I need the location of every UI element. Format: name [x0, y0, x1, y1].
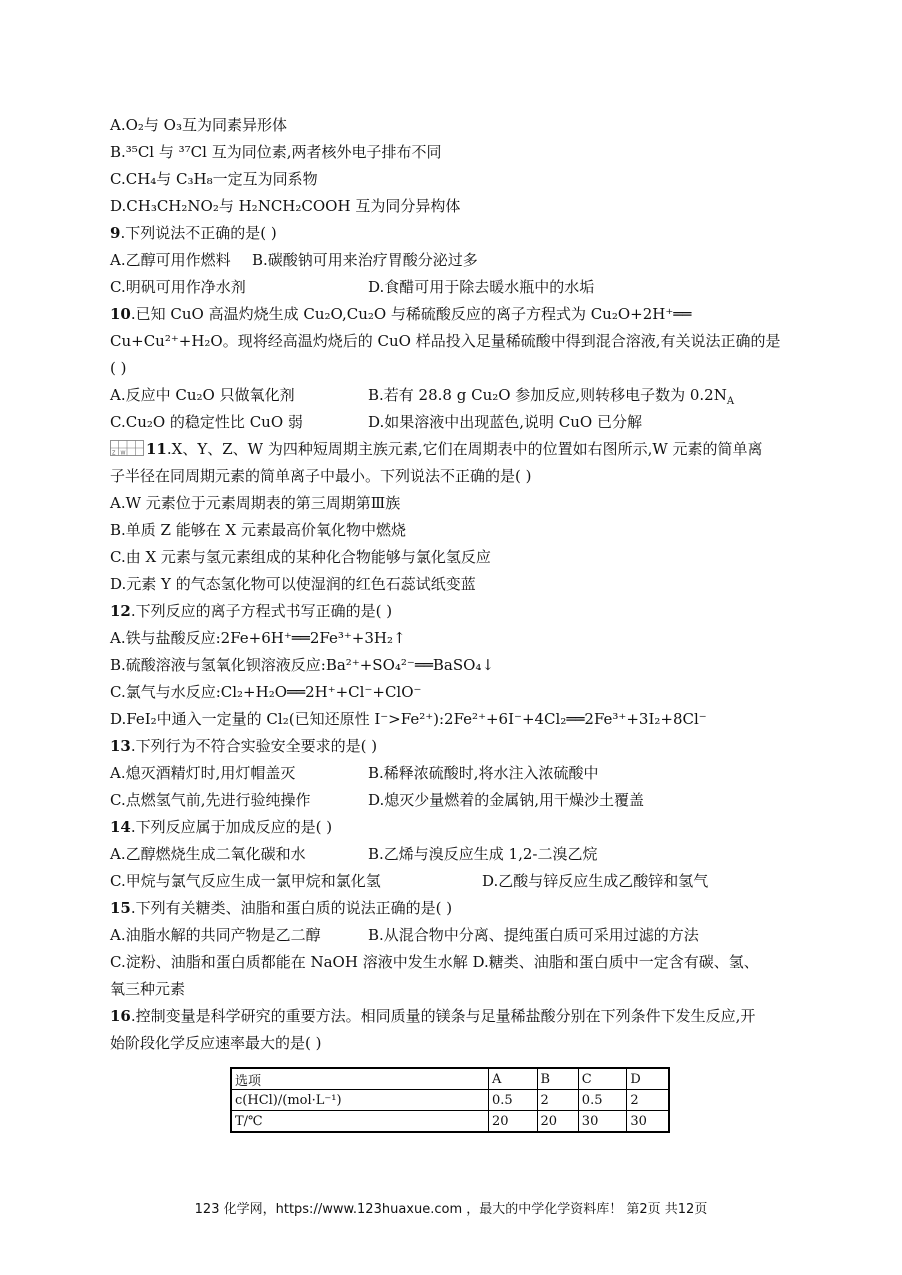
q10-stem-line1 — [110, 301, 790, 328]
q12-stem-text: .下列反应的离子方程式书写正确的是( ) — [130, 602, 393, 620]
q14-stem — [110, 814, 790, 841]
q16-stem-text1: .控制变量是科学研究的重要方法。相同质量的镁条与足量稀盐酸分别在下列条件下发生反应,开 — [130, 1007, 756, 1025]
q12-option-b: B.硫酸溶液与氢氧化钡溶液反应:Ba²⁺+SO₄²⁻══BaSO₄↓ — [110, 656, 495, 674]
q10-option-a: A.反应中 Cu₂O 只做氧化剂 — [110, 386, 295, 404]
table-cell: 0.5 — [578, 1090, 627, 1111]
page-footer: 123 化学网，https://www.123huaxue.com ，最大的中学化学资料库！ 第2页 共12页 — [194, 1202, 708, 1217]
q10-number: 10 — [110, 305, 131, 323]
q11-stem-line1 — [110, 436, 790, 463]
table-header-row — [231, 1068, 669, 1090]
q10-options-row1 — [110, 382, 790, 409]
q8-option-c: C.CH₄与 C₃H₈一定互为同系物 — [110, 170, 318, 188]
q14-option-a: A.乙醇燃烧生成二氧化碳和水 — [110, 845, 306, 863]
table-header-cell: C — [578, 1068, 627, 1090]
table-row — [231, 1090, 669, 1111]
q9-option-c: C.明矾可用作净水剂 — [110, 278, 246, 296]
q12-option-d: D.FeI₂中通入一定量的 Cl₂(已知还原性 I⁻>Fe²⁺):2Fe²⁺+6I⁻+4Cl₂══2Fe³⁺+3I₂+8Cl⁻ — [110, 710, 707, 728]
q11-option-c: C.由 X 元素与氢元素组成的某种化合物能够与氯化氢反应 — [110, 548, 491, 566]
q13-option-b: B.稀释浓硫酸时,将水注入浓硫酸中 — [368, 764, 599, 782]
q16-conditions-table — [230, 1067, 670, 1133]
q13-option-d: D.熄灭少量燃着的金属钠,用干燥沙土覆盖 — [368, 791, 645, 809]
q14-option-b: B.乙烯与溴反应生成 1,2-二溴乙烷 — [368, 845, 598, 863]
table-header-cell: A — [489, 1068, 538, 1090]
q9-option-b: B.碳酸钠可用来治疗胃酸分泌过多 — [252, 251, 478, 269]
q14-option-c: C.甲烷与氯气反应生成一氯甲烷和氯化氢 — [110, 872, 381, 890]
table-cell: 20 — [489, 1111, 538, 1133]
table-row-label: T/℃ — [231, 1111, 489, 1133]
q10-options-row2 — [110, 409, 790, 436]
table-cell: 0.5 — [489, 1090, 538, 1111]
q9-option-a: A.乙醇可用作燃料 — [110, 251, 231, 269]
q13-stem-text: .下列行为不符合实验安全要求的是( ) — [130, 737, 378, 755]
table-row-label: c(HCl)/(mol·L⁻¹) — [231, 1090, 489, 1111]
q12-stem — [110, 598, 790, 625]
q14-option-d: D.乙酸与锌反应生成乙酸锌和氢气 — [482, 872, 709, 890]
q8-option-b: B.³⁵Cl 与 ³⁷Cl 互为同位素,两者核外电子排布不同 — [110, 143, 442, 161]
q15-option-a: A.油脂水解的共同产物是乙二醇 — [110, 926, 321, 944]
q11-stem-text1: .X、Y、Z、W 为四种短周期主族元素,它们在周期表中的位置如右图所示,W 元素的简单离 — [166, 440, 763, 458]
q10-stem-line3: ( ) — [110, 359, 127, 377]
q15-options-row1 — [110, 922, 790, 949]
table-header-cell: 选项 — [231, 1068, 489, 1090]
q9-options-row1 — [110, 247, 790, 274]
q14-options-row2 — [110, 868, 790, 895]
q15-options-row2 — [110, 949, 790, 976]
table-cell-z: Z — [112, 450, 116, 456]
q9-options-row2 — [110, 274, 790, 301]
q15-stem — [110, 895, 790, 922]
table-cell: 2 — [627, 1090, 669, 1111]
q12-option-a: A.铁与盐酸反应:2Fe+6H⁺══2Fe³⁺+3H₂↑ — [110, 629, 406, 647]
q10-option-b — [368, 382, 734, 409]
q13-option-c: C.点燃氢气前,先进行验纯操作 — [110, 791, 311, 809]
q10-option-b-subscript: A — [726, 396, 735, 407]
q11-option-a: A.W 元素位于元素周期表的第三周期第Ⅲ族 — [110, 494, 401, 512]
q9-number: 9 — [110, 224, 121, 242]
q10-option-b-text: B.若有 28.8 g Cu₂O 参加反应,则转移电子数为 0.2N — [368, 386, 727, 404]
q10-option-d: D.如果溶液中出现蓝色,说明 CuO 已分解 — [368, 413, 643, 431]
table-cell: 30 — [578, 1111, 627, 1133]
periodic-table-snippet — [110, 440, 144, 456]
q13-number: 13 — [110, 737, 131, 755]
table-cell: 2 — [537, 1090, 578, 1111]
q8-option-a: A.O₂与 O₃互为同素异形体 — [110, 116, 287, 134]
q12-number: 12 — [110, 602, 131, 620]
question-content — [110, 112, 790, 1133]
table-cell: 20 — [537, 1111, 578, 1133]
q13-stem — [110, 733, 790, 760]
q9-stem-text: .下列说法不正确的是( ) — [120, 224, 277, 242]
table-header-cell: D — [627, 1068, 669, 1090]
q15-option-d-part2: 氧三种元素 — [110, 980, 186, 998]
q11-stem-line2: 子半径在同周期元素的简单离子中最小。下列说法不正确的是( ) — [110, 467, 532, 485]
q15-option-b: B.从混合物中分离、提纯蛋白质可采用过滤的方法 — [368, 926, 699, 944]
q15-stem-text: .下列有关糖类、油脂和蛋白质的说法正确的是( ) — [130, 899, 453, 917]
q9-option-d: D.食醋可用于除去暖水瓶中的水垢 — [368, 278, 595, 296]
q9-stem — [110, 220, 790, 247]
table-cell: 30 — [627, 1111, 669, 1133]
q15-option-c: C.淀粉、油脂和蛋白质都能在 NaOH 溶液中发生水解 — [110, 953, 468, 971]
q11-option-b: B.单质 Z 能够在 X 元素最高价氧化物中燃烧 — [110, 521, 406, 539]
q13-options-row2 — [110, 787, 790, 814]
q10-stem-line2: Cu+Cu²⁺+H₂O。现将经高温灼烧后的 CuO 样品投入足量稀硫酸中得到混合溶液,有关说法正确的是 — [110, 332, 781, 350]
q12-option-c: C.氯气与水反应:Cl₂+H₂O══2H⁺+Cl⁻+ClO⁻ — [110, 683, 422, 701]
q16-table-wrap — [230, 1067, 790, 1133]
q10-option-c: C.Cu₂O 的稳定性比 CuO 弱 — [110, 413, 303, 431]
table-cell-w: W — [120, 450, 126, 456]
q15-number: 15 — [110, 899, 131, 917]
q14-stem-text: .下列反应属于加成反应的是( ) — [130, 818, 333, 836]
q15-option-d-part1: D.糖类、油脂和蛋白质中一定含有碳、氢、 — [467, 953, 759, 971]
q13-option-a: A.熄灭酒精灯时,用灯帽盖灭 — [110, 764, 296, 782]
q16-stem-line1 — [110, 1003, 790, 1030]
q11-number: 11 — [146, 440, 167, 458]
q14-number: 14 — [110, 818, 131, 836]
q13-options-row1 — [110, 760, 790, 787]
q16-number: 16 — [110, 1007, 131, 1025]
q11-option-d: D.元素 Y 的气态氢化物可以使湿润的红色石蕊试纸变蓝 — [110, 575, 476, 593]
q14-options-row1 — [110, 841, 790, 868]
q8-option-d: D.CH₃CH₂NO₂与 H₂NCH₂COOH 互为同分异构体 — [110, 197, 461, 215]
q10-stem-text1: .已知 CuO 高温灼烧生成 Cu₂O,Cu₂O 与稀硫酸反应的离子方程式为 Cu₂O+2H⁺══ — [130, 305, 692, 323]
table-row — [231, 1111, 669, 1133]
table-header-cell: B — [537, 1068, 578, 1090]
q16-stem-line2: 始阶段化学反应速率最大的是( ) — [110, 1034, 322, 1052]
